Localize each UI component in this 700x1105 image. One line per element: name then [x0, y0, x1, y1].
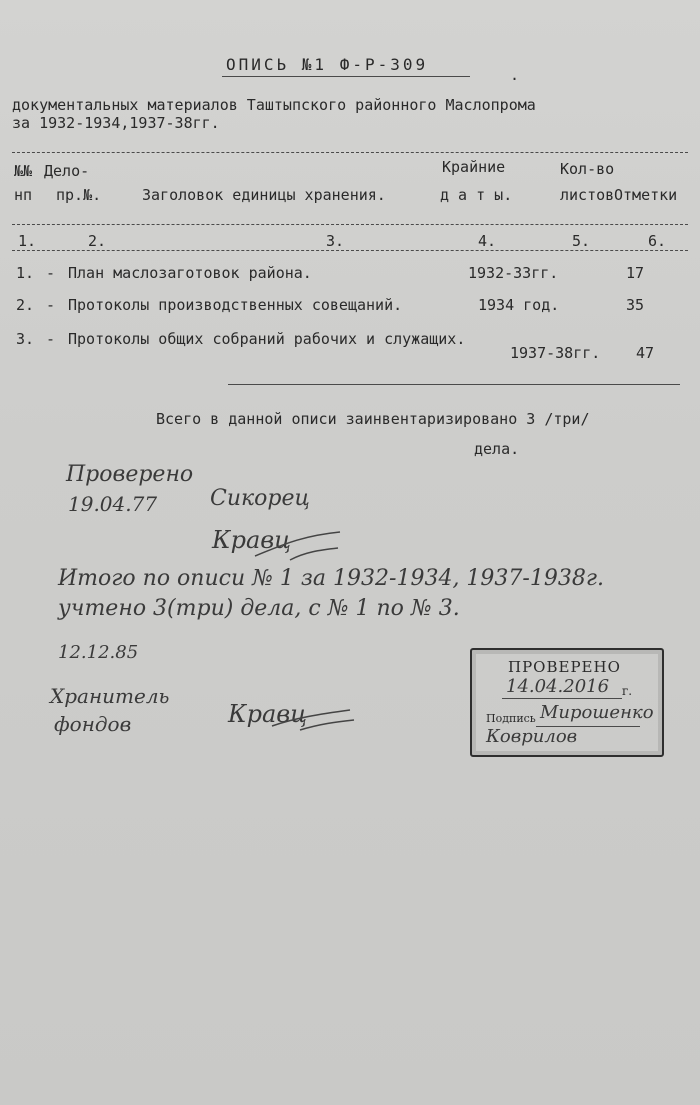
- dot-mark: .: [510, 66, 520, 84]
- summary-line1: Всего в данной описи заинвентаризировано 3 /три/: [156, 410, 590, 428]
- row-title: Протоколы общих собраний рабочих и служащих.: [68, 330, 466, 348]
- row-dash: -: [46, 296, 56, 314]
- stamp-date: 14.04.2016: [506, 676, 610, 697]
- row-title: Протоколы производственных совещаний.: [68, 296, 403, 314]
- handwritten-checked: Проверено: [66, 462, 194, 487]
- subtitle-line1: документальных материалов Таштыпского районного Маслопрома: [12, 96, 536, 114]
- stamp-year-suffix: г.: [622, 684, 633, 698]
- header-sheets-bottom: листов: [560, 186, 615, 204]
- handwritten-total-line1: Итого по описи № 1 за 1932-1934, 1937-1938г.: [58, 566, 604, 591]
- colnum-4: 4.: [478, 232, 497, 250]
- handwritten-signature: Кравц: [212, 526, 291, 554]
- row-dates: 1932-33гг.: [468, 264, 559, 282]
- handwritten-signature2: Кравц: [228, 700, 307, 728]
- signature2-flourish: [270, 702, 360, 732]
- subtitle-line2: за 1932-1934,1937-38гг.: [12, 114, 220, 132]
- row-num: 2.: [16, 296, 35, 314]
- colnum-2: 2.: [88, 232, 107, 250]
- row-sheets: 47: [636, 344, 655, 362]
- colnum-6: 6.: [648, 232, 667, 250]
- handwritten-checked-date: 19.04.77: [68, 492, 158, 516]
- row-dash: -: [46, 264, 56, 282]
- row-num: 1.: [16, 264, 35, 282]
- verification-stamp: [470, 648, 664, 757]
- inventory-title: ОПИСЬ №1 Ф-Р-309: [226, 55, 429, 74]
- handwritten-name: Сикорец: [210, 486, 310, 511]
- row-dash: -: [46, 330, 56, 348]
- header-title: Заголовок единицы хранения.: [142, 186, 386, 204]
- colnum-5: 5.: [572, 232, 591, 250]
- summary-line2: дела.: [474, 440, 520, 458]
- row-dates: 1934 год.: [478, 296, 560, 314]
- stamp-signature-label: Подпись: [486, 712, 536, 725]
- stamp-signer1: Мирошенко: [540, 702, 654, 723]
- handwritten-keeper-line2: фондов: [54, 712, 132, 736]
- header-notes: Отметки: [614, 186, 678, 204]
- header-num-top: №№: [14, 162, 33, 180]
- table-end-rule: [228, 384, 680, 385]
- table-top-rule: [12, 152, 688, 153]
- row-dates: 1937-38гг.: [510, 344, 601, 362]
- header-bottom-rule: [12, 224, 688, 225]
- row-sheets: 35: [626, 296, 645, 314]
- header-dates-top: Крайние: [442, 158, 506, 176]
- handwritten-date2: 12.12.85: [58, 642, 139, 663]
- colnum-1: 1.: [18, 232, 37, 250]
- row-title: План маслозаготовок района.: [68, 264, 312, 282]
- header-dates-bottom: д а т ы.: [440, 186, 513, 204]
- row-sheets: 17: [626, 264, 645, 282]
- header-delo-top: Дело-: [44, 162, 90, 180]
- header-delo-bottom: пр.№.: [56, 186, 102, 204]
- title-underline: [222, 76, 470, 77]
- colnum-rule: [12, 250, 688, 251]
- stamp-signer2: Коврилов: [486, 726, 578, 747]
- header-num-bottom: нп: [14, 186, 33, 204]
- handwritten-total-line2: учтено 3(три) дела, с № 1 по № 3.: [58, 596, 460, 621]
- stamp-date-line: [502, 698, 622, 699]
- colnum-3: 3.: [326, 232, 345, 250]
- row-num: 3.: [16, 330, 35, 348]
- handwritten-keeper-line1: Хранитель: [50, 684, 170, 708]
- signature-flourish: [250, 526, 350, 566]
- header-sheets-top: Кол-во: [560, 160, 615, 178]
- stamp-title: ПРОВЕРЕНО: [508, 658, 621, 676]
